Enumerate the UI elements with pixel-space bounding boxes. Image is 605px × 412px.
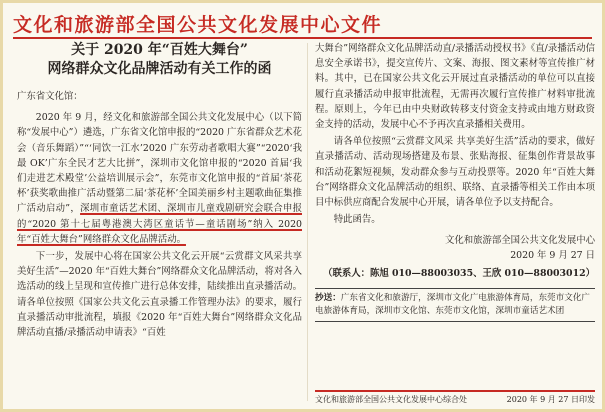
signature-block: [315, 233, 595, 263]
paragraph-1-text: 2020 年 9 月，经文化和旅游部全国公共文化发展中心（以下简称“发展中心”）遴选，广东省文化馆申报的“2020 广东省群众艺术花会（音乐舞蹈）”“‘同饮一江水’2020 广东劳动者歌唱大赛”“2020‘我最 OK’广东全民才艺大比拼”，深圳市文化馆申报的“2020 首届‘我们走进艺术殿堂’公益培训展示会”，东莞市文化馆申报的“首届‘茶花杯’获奖歌曲推广活动暨第二届‘茶花杯’全国美丽乡村主题歌曲征集推广活动启动”，: [17, 112, 302, 215]
addressee: 广东省文化馆：: [17, 91, 83, 102]
page-divider: [307, 43, 308, 401]
footer-date: 2020 年 9 月 27 日印发: [506, 395, 595, 404]
letter-title-line-2: 网络群众文化品牌活动有关工作的函: [47, 61, 272, 77]
contact-info: （联系人：陈旭 010—88003035、王欣 010—88003012）: [323, 268, 595, 280]
signature-org: 文化和旅游部全国公共文化发展中心: [444, 235, 595, 247]
paragraph-1: [17, 110, 302, 247]
paragraph-2: 下一步，发展中心将在国家公共文化云开展“云赏群文风采共享美好生活”—2020 年“百姓大舞台”网络群众文化品牌活动，将对各入选活动的线上呈现和宣传推广进行总体安排，陆续推出直录播活动。请各单位按照《国家公共文化云直录播工作管理办法》的要求，履行直录播活动审批流程，填报《2020 年“百姓大舞台”网络群众文化品牌活动直播/录播活动申请表》“百姓: [17, 251, 302, 339]
issuance-footer: [315, 390, 595, 406]
cc-list: [315, 288, 595, 322]
issuing-org-title: 文化和旅游部全国公共文化发展中心文件: [13, 14, 383, 36]
signature-date: 2020 年 9 月 27 日: [510, 250, 595, 262]
paragraph-3: 请各单位按照“云赏群文风采 共享美好生活”活动的要求，做好直录播活动、活动现场搭建及布景、张贴海报、征集创作背景故事和活动花絮短视频，发动群众参与互动投票等。2020 年“百姓大舞台”网络群众文化品牌活动的组织、联络、直录播等相关工作由本项目中标供应商配合发展中心开展，请各单位予以支持配合。: [315, 136, 595, 209]
footer-issuer: 文化和旅游部全国公共文化发展中心综合处: [315, 395, 467, 404]
closing-line: 特此函告。: [333, 214, 381, 226]
paragraph-1-underlined: 深圳市童话艺术团、深圳市儿童戏剧研究会联合申报的“2020 第十七届粤港澳大湾区童话节—童话剧场”纳入 2020 年“百姓大舞台”网络群众文化品牌活动。: [17, 203, 302, 245]
letter-title-line-1: 关于 2020 年“百姓大舞台”: [71, 42, 248, 58]
document-header: [13, 7, 592, 39]
right-page: [315, 41, 595, 389]
letter-title: [17, 41, 302, 79]
cc-label: 抄送：: [315, 292, 341, 303]
paragraph-2-continued: 大舞台”网络群众文化品牌活动直/录播活动授权书》《直/录播活动信息安全承诺书》，提交宣传片、文案、海报、图文素材等宣传推广材料。其中，已在国家公共文化云开展过直录播活动的单位可以直接履行直录播活动申报审批流程，无需再次履行宣传推广材料审批流程。原则上，今年已由中央财政转移支付资金支持或由地方财政资金支持的活动，发展中心不予再次直录播相关费用。: [315, 43, 595, 131]
left-page: [17, 41, 302, 389]
cc-recipients: 广东省文化和旅游厅，深圳市文化广电旅游体育局，东莞市文化广电旅游体育局，深圳市文化馆、东莞市文化馆，深圳市童话艺术团: [315, 292, 591, 316]
